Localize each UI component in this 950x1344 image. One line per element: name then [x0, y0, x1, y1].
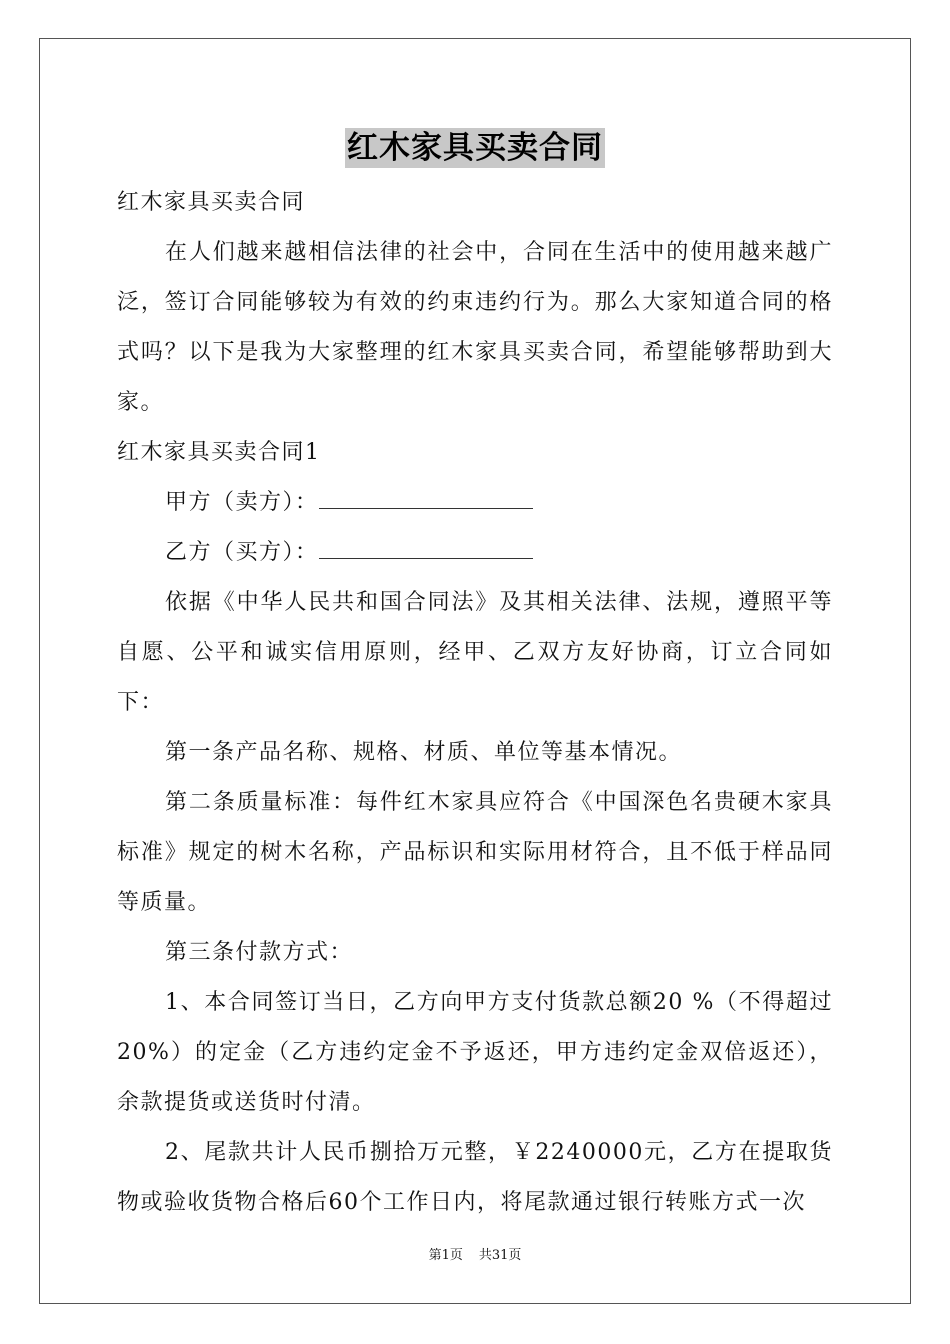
basis-paragraph: 依据《中华人民共和国合同法》及其相关法律、法规，遵照平等自愿、公平和诚实信用原则，经甲、乙双方友好协商，订立合同如下： — [117, 590, 833, 715]
intro-paragraph: 在人们越来越相信法律的社会中，合同在生活中的使用越来越广泛，签订合同能够较为有效的约束违约行为。那么大家知道合同的格式吗？以下是我为大家整理的红木家具买卖合同，希望能够帮助到大家。 — [117, 240, 833, 415]
page-total: 共31页 — [478, 1248, 522, 1263]
document-title: 红木家具买卖合同 — [347, 130, 603, 166]
article-3: 第三条付款方式： — [165, 940, 354, 965]
party-a-label: 甲方（卖方）： — [165, 490, 319, 515]
page-number: 第1页 — [428, 1248, 463, 1263]
payment-clause-1: 1、本合同签订当日，乙方向甲方支付货款总额20 %（不得超过20%）的定金（乙方违约定金不予返还，甲方违约定金双倍返还），余款提货或送货时付清。 — [117, 990, 833, 1115]
party-b-line — [117, 528, 833, 578]
document-subtitle: 红木家具买卖合同 — [117, 190, 306, 215]
party-a-line — [117, 478, 833, 528]
party-a-blank — [319, 494, 533, 509]
section-heading: 红木家具买卖合同1 — [117, 440, 321, 465]
article-2: 第二条质量标准：每件红木家具应符合《中国深色名贵硬木家具标准》规定的树木名称，产品标识和实际用材符合，且不低于样品同等质量。 — [117, 790, 833, 915]
article-1: 第一条产品名称、规格、材质、单位等基本情况。 — [165, 740, 683, 765]
document-title-block — [0, 128, 950, 168]
page-footer — [0, 1247, 950, 1265]
payment-clause-2: 2、尾款共计人民币捌拾万元整，￥2240000元，乙方在提取货物或验收货物合格后60个工作日内，将尾款通过银行转账方式一次 — [117, 1140, 833, 1215]
party-b-label: 乙方（买方）： — [165, 540, 319, 565]
document-body — [117, 178, 833, 1228]
party-b-blank — [319, 544, 533, 559]
